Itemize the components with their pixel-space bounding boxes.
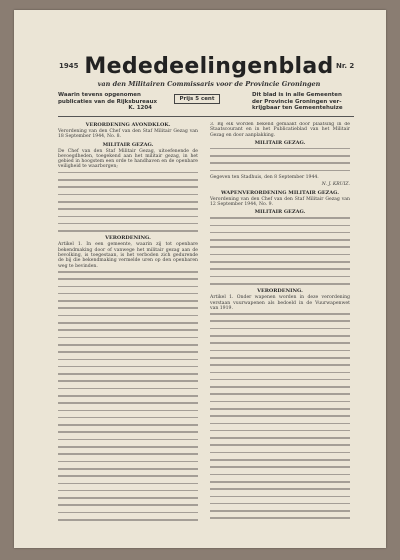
header-divider: [58, 116, 354, 117]
body-text-lines: [58, 172, 198, 236]
left-column: [58, 122, 198, 522]
section-heading: VERORDENING.: [105, 235, 151, 242]
body-paragraph: Artikel 1. In een gemeente, waarin zij tot openbare bekendmaking door of vanwege het militair gezag aan de bevolking, is toegestaan, is het verboden zich gedurende de bij die bekendmaking vermelde uren op den openbaren weg te bevinden.: [58, 242, 198, 269]
price-box: Prijs 5 cent: [174, 94, 220, 104]
left-note: [58, 92, 158, 112]
section-heading: MILITAIR GEZAG.: [254, 209, 306, 216]
body-paragraph: 3. Bij elk worden bekend gemaakt door plaatsing in de Staatscourant en in het Publicatieblad van het Militair Gezag en door aanplakking.: [210, 122, 350, 138]
left-note-line: Waarin tevens opgenomen: [58, 92, 141, 98]
right-note-line: Dit blad is in alle Gemeenten: [252, 92, 342, 98]
right-note-line: der Provincie Groningen ver-: [252, 98, 342, 105]
left-note-line: publicaties van de Rijksbureaux: [58, 98, 158, 105]
newsletter-page: [14, 10, 386, 548]
body-paragraph: Verordening van den Chef van den Staf Militair Gezag van 18 September 1944, No. 8.: [58, 129, 198, 140]
body-paragraph: Gegeven ten Stadhuis, den 8 September 1944.: [210, 175, 319, 181]
body-paragraph: Artikel 1. Onder wapenen worden in deze verordening verstaan vuurwapenen als bedoeld in de Vuurwapenwet van 1919.: [210, 295, 350, 311]
issue-number: Nr. 2: [336, 62, 355, 70]
right-note: [252, 92, 362, 112]
body-paragraph: De Chef van den Staf Militair Gezag, uitoefenende de bevoegdheden, toegekend aan het militair gezag, in het gebied in hoogstem een orde te handhaven en de openbare veiligheid te waarborgen;: [58, 148, 198, 170]
section-heading: VERORDENING AVONDKLOK.: [85, 122, 171, 128]
newsletter-subtitle: van den Militairen Commissaris voor de Provincie Groningen: [97, 80, 321, 88]
masthead: [14, 10, 386, 111]
body-text-lines: [210, 148, 350, 175]
section-heading: WAPENVERORDENING MILITAIR GEZAG.: [220, 189, 340, 196]
left-note-reference: K. 1204: [128, 105, 152, 111]
body-paragraph: Verordening van den Chef van den Staf Militair Gezag van 12 September 1944, No. 9.: [210, 196, 350, 207]
section-heading: MILITAIR GEZAG.: [102, 141, 154, 148]
section-heading: MILITAIR GEZAG.: [254, 139, 306, 146]
section-heading: VERORDENING.: [257, 288, 303, 295]
body-text-lines: [210, 217, 350, 288]
signature: N. J. KRUIZ.: [321, 182, 350, 188]
body-text-lines: [210, 313, 350, 522]
year-label: 1945: [59, 62, 79, 70]
newsletter-title: Mededeelingenblad: [84, 54, 334, 79]
body-text-lines: [58, 271, 198, 522]
right-note-line: krijgbaar ten Gemeentehuize: [252, 105, 343, 111]
right-column: [210, 122, 350, 522]
